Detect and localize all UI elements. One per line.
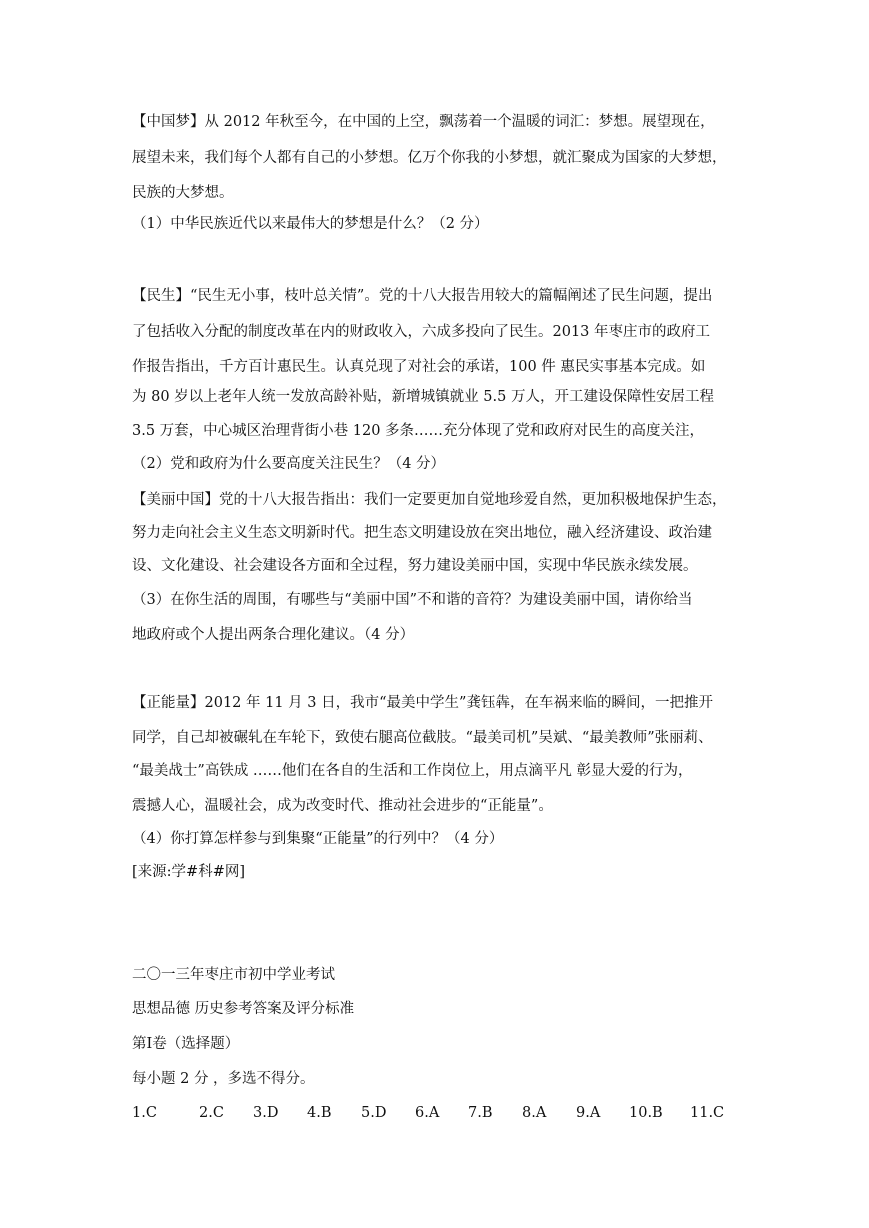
answer-item: 4.B xyxy=(307,1105,332,1121)
answer-item: 5.D xyxy=(361,1105,387,1121)
energy-paragraph-line-1: 【正能量】2012 年 11 月 3 日，我市“最美中学生”龚钰犇，在车祸来临的瞬间，一把推开 xyxy=(132,695,713,711)
answer-item: 9.A xyxy=(576,1105,601,1121)
question-3-line-2: 地政府或个人提出两条合理化建议。（4 分） xyxy=(132,627,415,643)
answer-item: 11.C xyxy=(690,1105,725,1121)
dream-paragraph-line-3: 民族的大梦想。 xyxy=(132,185,234,201)
answer-item: 6.A xyxy=(415,1105,440,1121)
source-note: [来源:学#科#网] xyxy=(132,864,245,880)
answer-item: 8.A xyxy=(522,1105,547,1121)
energy-paragraph-line-2: 同学，自己却被碾轧在车轮下，致使右腿高位截肢。“最美司机”吴斌、“最美教师”张丽莉、 xyxy=(132,730,713,746)
question-3-line-1: （3）在你生活的周围，有哪些与“美丽中国”不和谐的音符？为建设美丽中国，请你给当 xyxy=(132,592,693,608)
answer-item: 2.C xyxy=(199,1105,224,1121)
answer-item: 1.C xyxy=(132,1105,157,1121)
question-4: （4）你打算怎样参与到集聚“正能量”的行列中？（4 分） xyxy=(132,831,504,847)
question-1: （1）中华民族近代以来最伟大的梦想是什么？（2 分） xyxy=(132,216,489,232)
livelihood-paragraph-line-5: 3.5 万套，中心城区治理背街小巷 120 多条……充分体现了党和政府对民生的高度关注， xyxy=(132,423,705,439)
question-2: （2）党和政府为什么要高度关注民生？（4 分） xyxy=(132,456,446,472)
livelihood-paragraph-line-4: 为 80 岁以上老年人统一发放高龄补贴，新增城镇就业 5.5 万人，开工建设保障性安居工程 xyxy=(132,389,714,405)
answer-key-title: 二〇一三年枣庄市初中学业考试 xyxy=(132,967,335,983)
answer-key-rule: 每小题 2 分 ，多选不得分。 xyxy=(132,1071,315,1087)
beautiful-paragraph-line-1: 【美丽中国】党的十八大报告指出：我们一定要更加自觉地珍爱自然，更加积极地保护生态， xyxy=(132,492,727,508)
dream-paragraph-line-2: 展望未来，我们每个人都有自己的小梦想。亿万个你我的小梦想，就汇聚成为国家的大梦想， xyxy=(132,150,727,166)
answer-key-subtitle: 思想品德 历史参考答案及评分标准 xyxy=(132,1001,355,1017)
dream-paragraph-line-1: 【中国梦】从 2012 年秋至今，在中国的上空，飘荡着一个温暖的词汇：梦想。展望现在， xyxy=(132,114,715,130)
answer-item: 10.B xyxy=(629,1105,663,1121)
beautiful-paragraph-line-3: 设、文化建设、社会建设各方面和全过程，努力建设美丽中国，实现中华民族永续发展。 xyxy=(132,558,698,574)
answer-item: 7.B xyxy=(468,1105,493,1121)
livelihood-paragraph-line-1: 【民生】“民生无小事，枝叶总关情”。党的十八大报告用较大的篇幅阐述了民生问题，提出 xyxy=(132,288,713,304)
energy-paragraph-line-3: “最美战士”高铁成 ……他们在各自的生活和工作岗位上，用点滴平凡 彰显大爱的行为， xyxy=(132,763,693,779)
energy-paragraph-line-4: 震撼人心，温暖社会，成为改变时代、推动社会进步的“正能量”。 xyxy=(132,798,553,814)
livelihood-paragraph-line-3: 作报告指出，千方百计惠民生。认真兑现了对社会的承诺，100 件 惠民实事基本完成。如 xyxy=(132,359,706,375)
answer-key-part: 第Ⅰ卷（选择题） xyxy=(132,1036,240,1052)
livelihood-paragraph-line-2: 了包括收入分配的制度改革在内的财政收入，六成多投向了民生。2013 年枣庄市的政府工 xyxy=(132,324,711,340)
beautiful-paragraph-line-2: 努力走向社会主义生态文明新时代。把生态文明建设放在突出地位，融入经济建设、政治建 xyxy=(132,525,712,541)
answer-item: 3.D xyxy=(253,1105,279,1121)
